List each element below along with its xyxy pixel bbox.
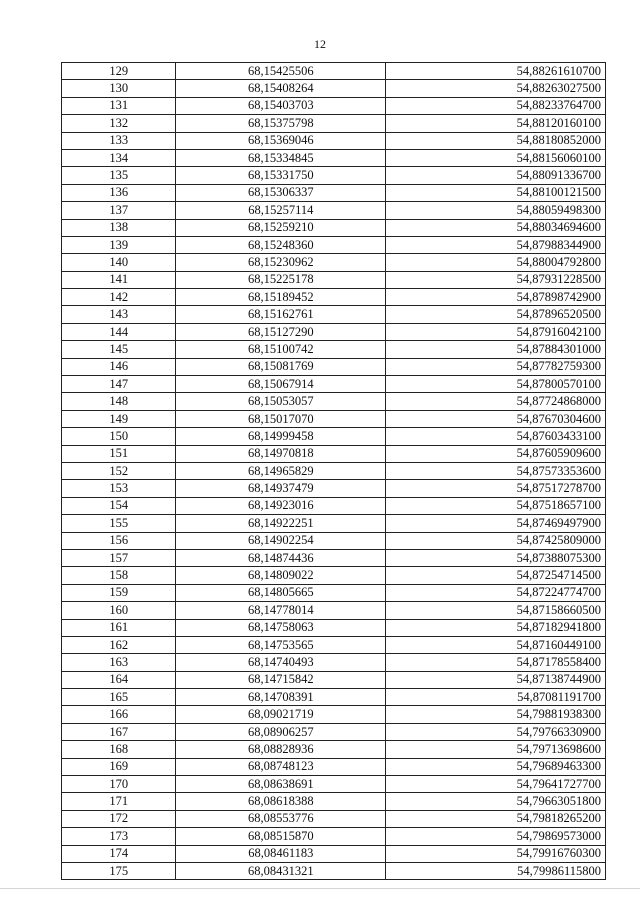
y-coordinate-cell: 54,88034694600: [386, 219, 606, 236]
y-coordinate-cell: 54,87898742900: [386, 289, 606, 306]
table-row: [62, 358, 606, 375]
x-coordinate-cell: 68,14778014: [176, 602, 386, 619]
table-row: [62, 619, 606, 636]
point-number-cell: 138: [62, 219, 176, 236]
x-coordinate-cell: 68,14999458: [176, 428, 386, 445]
table-row: [62, 393, 606, 410]
point-number-cell: 158: [62, 567, 176, 584]
y-coordinate-cell: 54,87388075300: [386, 549, 606, 566]
point-number-cell: 149: [62, 410, 176, 427]
point-number-cell: 168: [62, 741, 176, 758]
x-coordinate-cell: 68,14809022: [176, 567, 386, 584]
x-coordinate-cell: 68,08906257: [176, 723, 386, 740]
y-coordinate-cell: 54,88233764700: [386, 97, 606, 114]
x-coordinate-cell: 68,15248360: [176, 236, 386, 253]
point-number-cell: 161: [62, 619, 176, 636]
table-row: [62, 723, 606, 740]
table-row: [62, 80, 606, 97]
point-number-cell: 143: [62, 306, 176, 323]
point-number-cell: 148: [62, 393, 176, 410]
y-coordinate-cell: 54,87884301000: [386, 341, 606, 358]
point-number-cell: 170: [62, 776, 176, 793]
x-coordinate-cell: 68,14970818: [176, 445, 386, 462]
table-row: [62, 97, 606, 114]
x-coordinate-cell: 68,08618388: [176, 793, 386, 810]
point-number-cell: 175: [62, 862, 176, 879]
table-row: [62, 671, 606, 688]
scan-edge-line: [0, 888, 640, 889]
x-coordinate-cell: 68,09021719: [176, 706, 386, 723]
y-coordinate-cell: 54,79818265200: [386, 810, 606, 827]
table-row: [62, 376, 606, 393]
x-coordinate-cell: 68,15100742: [176, 341, 386, 358]
table-row: [62, 167, 606, 184]
x-coordinate-cell: 68,14965829: [176, 462, 386, 479]
point-number-cell: 151: [62, 445, 176, 462]
point-number-cell: 154: [62, 497, 176, 514]
table-row: [62, 828, 606, 845]
y-coordinate-cell: 54,87518657100: [386, 497, 606, 514]
x-coordinate-cell: 68,14874436: [176, 549, 386, 566]
point-number-cell: 150: [62, 428, 176, 445]
y-coordinate-cell: 54,79766330900: [386, 723, 606, 740]
y-coordinate-cell: 54,79881938300: [386, 706, 606, 723]
x-coordinate-cell: 68,15230962: [176, 254, 386, 271]
x-coordinate-cell: 68,14937479: [176, 480, 386, 497]
x-coordinate-cell: 68,15334845: [176, 149, 386, 166]
table-row: [62, 689, 606, 706]
y-coordinate-cell: 54,87988344900: [386, 236, 606, 253]
x-coordinate-cell: 68,15408264: [176, 80, 386, 97]
x-coordinate-cell: 68,15225178: [176, 271, 386, 288]
x-coordinate-cell: 68,15162761: [176, 306, 386, 323]
table-row: [62, 636, 606, 653]
table-row: [62, 410, 606, 427]
table-row: [62, 306, 606, 323]
point-number-cell: 137: [62, 202, 176, 219]
x-coordinate-cell: 68,08553776: [176, 810, 386, 827]
x-coordinate-cell: 68,14922251: [176, 515, 386, 532]
x-coordinate-cell: 68,08461183: [176, 845, 386, 862]
x-coordinate-cell: 68,15369046: [176, 132, 386, 149]
table-row: [62, 428, 606, 445]
table-row: [62, 654, 606, 671]
y-coordinate-cell: 54,79869573000: [386, 828, 606, 845]
table-row: [62, 793, 606, 810]
point-number-cell: 167: [62, 723, 176, 740]
y-coordinate-cell: 54,87469497900: [386, 515, 606, 532]
x-coordinate-cell: 68,15189452: [176, 289, 386, 306]
x-coordinate-cell: 68,14923016: [176, 497, 386, 514]
table-row: [62, 810, 606, 827]
point-number-cell: 155: [62, 515, 176, 532]
table-row: [62, 445, 606, 462]
point-number-cell: 146: [62, 358, 176, 375]
y-coordinate-cell: 54,88120160100: [386, 115, 606, 132]
point-number-cell: 171: [62, 793, 176, 810]
point-number-cell: 160: [62, 602, 176, 619]
table-row: [62, 149, 606, 166]
x-coordinate-cell: 68,08828936: [176, 741, 386, 758]
point-number-cell: 173: [62, 828, 176, 845]
table-row: [62, 567, 606, 584]
y-coordinate-cell: 54,87160449100: [386, 636, 606, 653]
table-row: [62, 776, 606, 793]
y-coordinate-cell: 54,88004792800: [386, 254, 606, 271]
y-coordinate-cell: 54,87254714500: [386, 567, 606, 584]
point-number-cell: 153: [62, 480, 176, 497]
table-row: [62, 271, 606, 288]
point-number-cell: 130: [62, 80, 176, 97]
x-coordinate-cell: 68,15257114: [176, 202, 386, 219]
y-coordinate-cell: 54,87670304600: [386, 410, 606, 427]
y-coordinate-cell: 54,87724868000: [386, 393, 606, 410]
point-number-cell: 131: [62, 97, 176, 114]
table-row: [62, 132, 606, 149]
point-number-cell: 157: [62, 549, 176, 566]
table-row: [62, 602, 606, 619]
x-coordinate-cell: 68,14715842: [176, 671, 386, 688]
table-row: [62, 497, 606, 514]
y-coordinate-cell: 54,87182941800: [386, 619, 606, 636]
point-number-cell: 133: [62, 132, 176, 149]
table-row: [62, 549, 606, 566]
y-coordinate-cell: 54,88180852000: [386, 132, 606, 149]
x-coordinate-cell: 68,15053057: [176, 393, 386, 410]
y-coordinate-cell: 54,87224774700: [386, 584, 606, 601]
y-coordinate-cell: 54,87800570100: [386, 376, 606, 393]
point-number-cell: 162: [62, 636, 176, 653]
point-number-cell: 166: [62, 706, 176, 723]
point-number-cell: 152: [62, 462, 176, 479]
y-coordinate-cell: 54,79689463300: [386, 758, 606, 775]
coordinates-table-body: [62, 63, 606, 880]
table-row: [62, 706, 606, 723]
point-number-cell: 139: [62, 236, 176, 253]
point-number-cell: 165: [62, 689, 176, 706]
point-number-cell: 174: [62, 845, 176, 862]
y-coordinate-cell: 54,87896520500: [386, 306, 606, 323]
page-number: 12: [314, 37, 326, 51]
table-row: [62, 584, 606, 601]
point-number-cell: 140: [62, 254, 176, 271]
x-coordinate-cell: 68,14753565: [176, 636, 386, 653]
point-number-cell: 169: [62, 758, 176, 775]
point-number-cell: 134: [62, 149, 176, 166]
table-row: [62, 515, 606, 532]
y-coordinate-cell: 54,87603433100: [386, 428, 606, 445]
x-coordinate-cell: 68,15259210: [176, 219, 386, 236]
x-coordinate-cell: 68,14708391: [176, 689, 386, 706]
table-row: [62, 758, 606, 775]
table-row: [62, 254, 606, 271]
x-coordinate-cell: 68,14805665: [176, 584, 386, 601]
y-coordinate-cell: 54,87573353600: [386, 462, 606, 479]
x-coordinate-cell: 68,14740493: [176, 654, 386, 671]
x-coordinate-cell: 68,08515870: [176, 828, 386, 845]
x-coordinate-cell: 68,14902254: [176, 532, 386, 549]
x-coordinate-cell: 68,14758063: [176, 619, 386, 636]
table-row: [62, 115, 606, 132]
point-number-cell: 145: [62, 341, 176, 358]
x-coordinate-cell: 68,15375798: [176, 115, 386, 132]
x-coordinate-cell: 68,08748123: [176, 758, 386, 775]
point-number-cell: 132: [62, 115, 176, 132]
y-coordinate-cell: 54,87605909600: [386, 445, 606, 462]
table-row: [62, 323, 606, 340]
x-coordinate-cell: 68,15017070: [176, 410, 386, 427]
coordinates-table: [61, 62, 606, 880]
y-coordinate-cell: 54,87081191700: [386, 689, 606, 706]
y-coordinate-cell: 54,79986115800: [386, 862, 606, 879]
y-coordinate-cell: 54,87782759300: [386, 358, 606, 375]
y-coordinate-cell: 54,87425809000: [386, 532, 606, 549]
y-coordinate-cell: 54,79713698600: [386, 741, 606, 758]
point-number-cell: 159: [62, 584, 176, 601]
y-coordinate-cell: 54,88100121500: [386, 184, 606, 201]
point-number-cell: 156: [62, 532, 176, 549]
x-coordinate-cell: 68,15331750: [176, 167, 386, 184]
table-row: [62, 63, 606, 80]
table-row: [62, 845, 606, 862]
table-row: [62, 741, 606, 758]
table-row: [62, 462, 606, 479]
x-coordinate-cell: 68,15081769: [176, 358, 386, 375]
y-coordinate-cell: 54,88059498300: [386, 202, 606, 219]
table-row: [62, 532, 606, 549]
y-coordinate-cell: 54,79641727700: [386, 776, 606, 793]
point-number-cell: 129: [62, 63, 176, 80]
point-number-cell: 144: [62, 323, 176, 340]
x-coordinate-cell: 68,15425506: [176, 63, 386, 80]
table-row: [62, 289, 606, 306]
table-row: [62, 236, 606, 253]
y-coordinate-cell: 54,79663051800: [386, 793, 606, 810]
y-coordinate-cell: 54,88263027500: [386, 80, 606, 97]
y-coordinate-cell: 54,88091336700: [386, 167, 606, 184]
x-coordinate-cell: 68,15127290: [176, 323, 386, 340]
x-coordinate-cell: 68,15067914: [176, 376, 386, 393]
y-coordinate-cell: 54,79916760300: [386, 845, 606, 862]
x-coordinate-cell: 68,15306337: [176, 184, 386, 201]
table-row: [62, 480, 606, 497]
point-number-cell: 163: [62, 654, 176, 671]
y-coordinate-cell: 54,87916042100: [386, 323, 606, 340]
point-number-cell: 142: [62, 289, 176, 306]
point-number-cell: 164: [62, 671, 176, 688]
x-coordinate-cell: 68,08638691: [176, 776, 386, 793]
y-coordinate-cell: 54,87517278700: [386, 480, 606, 497]
y-coordinate-cell: 54,88261610700: [386, 63, 606, 80]
y-coordinate-cell: 54,87178558400: [386, 654, 606, 671]
table-row: [62, 184, 606, 201]
x-coordinate-cell: 68,08431321: [176, 862, 386, 879]
point-number-cell: 147: [62, 376, 176, 393]
table-row: [62, 341, 606, 358]
y-coordinate-cell: 54,87931228500: [386, 271, 606, 288]
point-number-cell: 141: [62, 271, 176, 288]
y-coordinate-cell: 54,87138744900: [386, 671, 606, 688]
table-row: [62, 219, 606, 236]
x-coordinate-cell: 68,15403703: [176, 97, 386, 114]
point-number-cell: 136: [62, 184, 176, 201]
y-coordinate-cell: 54,87158660500: [386, 602, 606, 619]
point-number-cell: 135: [62, 167, 176, 184]
y-coordinate-cell: 54,88156060100: [386, 149, 606, 166]
table-row: [62, 202, 606, 219]
point-number-cell: 172: [62, 810, 176, 827]
table-row: [62, 862, 606, 879]
